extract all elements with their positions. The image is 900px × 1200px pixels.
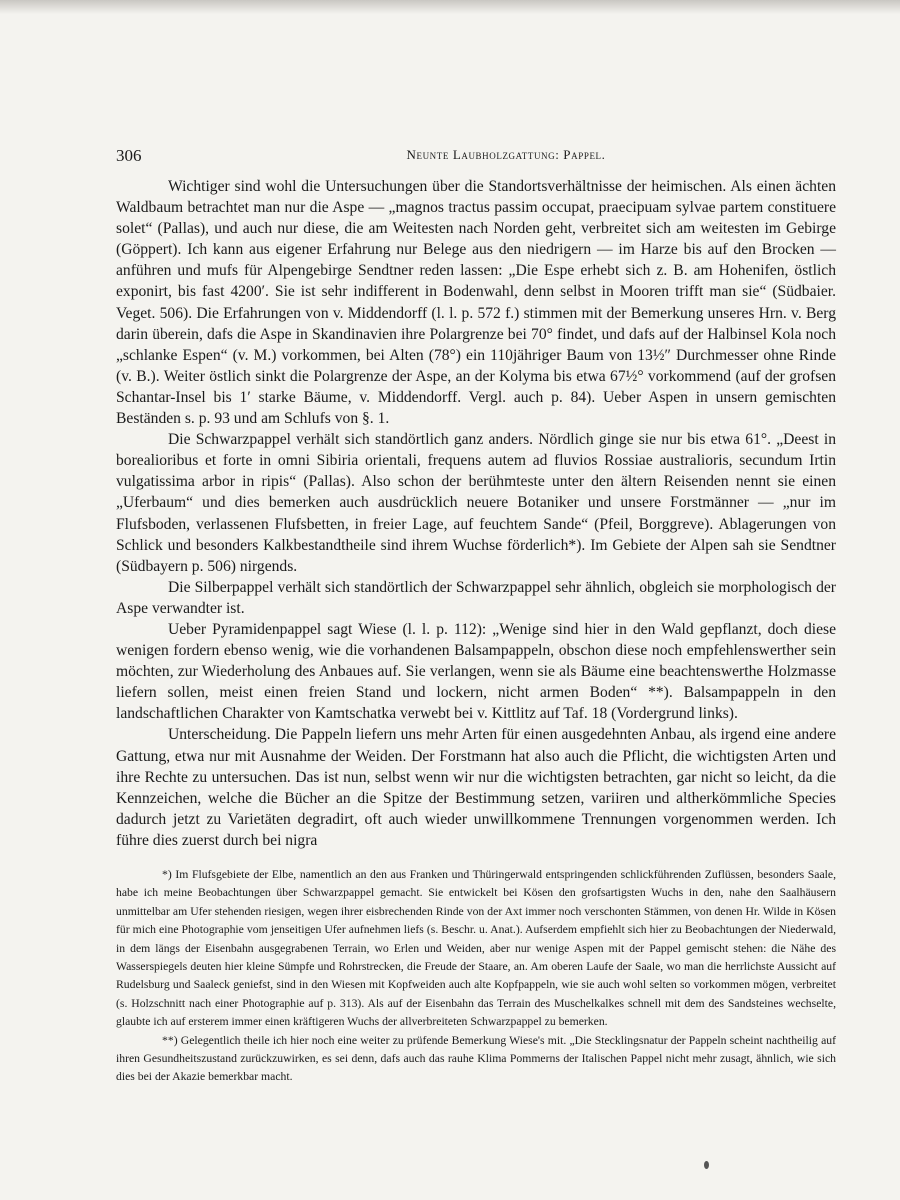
main-text xyxy=(116,176,836,851)
paragraph: Unterscheidung. Die Pappeln liefern uns mehr Arten für einen ausgedehnten Anbau, als irgend eine andere Gattung, etwa nur mit Ausnahme der Weiden. Der Forstmann hat also auch die Pflicht, die wichtigsten Arten und ihre Rechte zu untersuchen. Das ist nun, selbst wenn wir nur die wichtigsten betrachten, gar nicht so leicht, da die Kennzeichen, welche die Bücher an die Spitze der Bestimmung setzen, variiren und altherkömmliche Species dadurch jetzt zu Varietäten degradirt, oft auch wieder unwillkommene Trennungen vorgenommen werden. Ich führe dies zuerst durch bei nigra xyxy=(116,726,836,849)
paragraph: Die Schwarzpappel verhält sich standörtlich ganz anders. Nördlich ginge sie nur bis etwa 61°. „Deest in borealioribus et forte in omni Sibiria orientali, frequens autem ad fluvios Rossiae australioris, secundum Irtin vulgatissima arbor in ripis“ (Pallas). Also schon der berühmteste unter den ältern Reisenden nennt sie einen „Uferbaum“ und dies bemerken auch ausdrücklich neuere Botaniker und unsere Forstmänner — „nur im Flufsboden, verlassenen Flufsbetten, in freier Lage, auf feuchtem Sande“ (Pfeil, Borggreve). Ablagerungen von Schlick und besonders Kalkbestandtheile sind ihrem Wuchse förderlich*). Im Gebiete der Alpen sah sie Sendtner (Südbayern p. 506) nirgends. xyxy=(116,431,836,575)
paragraph: Die Silberpappel verhält sich standörtlich der Schwarzpappel sehr ähnlich, obgleich sie morphologisch der Aspe verwandter ist. xyxy=(116,578,836,617)
footnote: **) Gelegentlich theile ich hier noch eine weiter zu prüfende Bemerkung Wiese's mit. „Die Stecklingsnatur der Pappeln scheint nachtheilig auf ihren Gesundheitszustand zurückzuwirken, es sei denn, dafs auch das rauhe Klima Pommerns der Italischen Pappel nicht mehr zusagt, ähnlich, wie sich dies bei der Akazie bemerkbar macht. xyxy=(116,1033,836,1084)
paragraph: Wichtiger sind wohl die Untersuchungen über die Standortsverhältnisse der heimischen. Als einen ächten Waldbaum betrachtet man nur die Aspe — „magnos tractus passim occupat, praecipuam sylvae partem constituere solet“ (Pallas), und auch nur diese, die am Weitesten nach Norden geht, verbreitet sich am weitesten im Gebirge (Göppert). Ich kann aus eigener Erfahrung nur Belege aus den niedrigern — im Harze bis auf den Brocken — anführen und mufs für Alpengebirge Sendtner reden lassen: „Die Espe erhebt sich z. B. am Hohenifen, östlich exponirt, bis fast 4200′. Sie ist sehr indifferent in Bodenwahl, denn selbst in Mooren trifft man sie“ (Südbaier. Veget. 506). Die Erfahrungen von v. Middendorff (l. l. p. 572 f.) stimmen mit der Bemerkung unseres Hrn. v. Berg darin überein, dafs die Aspe in Skandinavien ihre Polargrenze bei 70° findet, und dafs auf der Halbinsel Kola noch „schlanke Espen“ (v. M.) vorkommen, bei Alten (78°) ein 110jähriger Baum von 13½″ Durchmesser ohne Rinde (v. B.). Weiter östlich sinkt die Polargrenze der Aspe, an der Kolyma bis etwa 67½° vorkommend (auf der grofsen Schantar-Insel bis 1′ starke Bäume, v. Middendorff. Vergl. auch p. 84). Ueber Aspen in unsern gemischten Beständen s. p. 93 und am Schlufs von §. 1. xyxy=(116,178,836,428)
footnotes xyxy=(116,866,836,1087)
paragraph: Ueber Pyramidenpappel sagt Wiese (l. l. p. 112): „Wenige sind hier in den Wald gepflanzt, doch diese wenigen fordern ebenso wenig, wie die vorhandenen Balsampappeln, obschon diese noch empfehlenswerther sein möchten, zur Wiederholung des Anbaues auf. Sie verlangen, wenn sie als Bäume eine beachtenswerthe Holzmasse liefern sollen, meist einen freien Stand und lockern, nicht armen Boden“ **). Balsampappeln in den landschaftlichen Charakter von Kamtschatka verwebt bei v. Kittlitz auf Taf. 18 (Vordergrund links). xyxy=(116,620,836,723)
ink-smudge xyxy=(704,1161,709,1169)
running-head: Neunte Laubholzgattung: Pappel. xyxy=(406,147,606,162)
page-header xyxy=(116,146,836,168)
scan-top-edge xyxy=(0,0,900,14)
footnote: *) Im Flufsgebiete der Elbe, namentlich an den aus Franken und Thüringerwald entspringenden schlickführenden Zuflüssen, besonders Saale, habe ich meine Beobachtungen über Schwarzpappel gemacht. Sie entwickelt bei Kösen den grofsartigsten Wuchs in den, nahe den Saalhäusern unmittelbar am Ufer stehenden riesigen, wegen ihrer eisbrechenden Rinde von der Axt immer noch verschonten Stämmen, von denen Hr. Wilde in Kösen für mich eine Photographie vom jenseitigen Ufer aufnehmen liefs (s. Beschr. u. Anat.). Aufserdem empfiehlt sich hier zu Beobachtungen der Niederwald, in dem längs der Eisenbahn ausgegrabenen Terrain, wo Erlen und Weiden, aber nur wenige Aspen mit der Pappel gemischt stehen: die Nähe des Wasserspiegels deuten hier kleine Sümpfe und Rohrstrecken, die Freude der Staare, an. Am oberen Laufe der Saale, wo man die herrlichste Aussicht auf Rudelsburg und Saaleck geniefst, sind in den Wiesen mit Kopfweiden auch alte Kopfpappeln, wie sie auch wohl selten so vorkommen mögen, verbreitet (s. Holzschnitt nach einer Photographie auf p. 313). Als auf der Eisenbahn das Terrain des Muschelkalkes schnell mit dem des Sandsteines wechselte, glaubte ich auf ersterem immer einen kräftigeren Wuchs der allverbreiteten Schwarzpappel zu bemerken. xyxy=(116,868,836,1029)
page-number: 306 xyxy=(116,146,142,165)
